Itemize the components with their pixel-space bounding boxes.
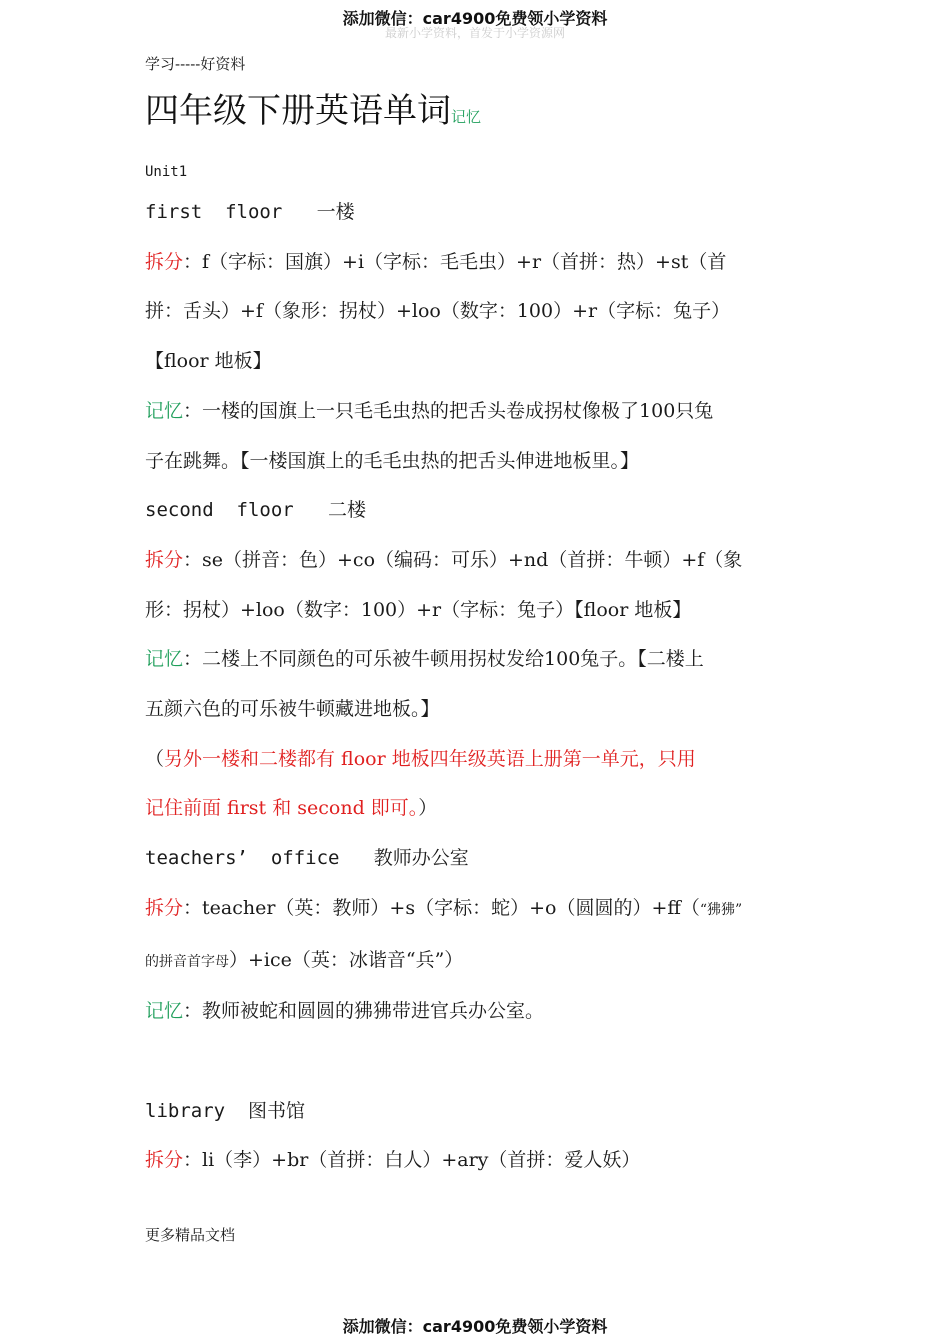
unit-label: Unit1 xyxy=(145,164,188,180)
split-small-text: 的拼音首字母 xyxy=(145,953,229,970)
entry-split-first-floor-cont2: 【floor 地板】 xyxy=(145,350,272,373)
note-line-1 xyxy=(145,735,815,785)
note-text-cont: 记住前面 first 和 second 即可。 xyxy=(145,797,419,820)
note-text: 另外一楼和二楼都有 floor 地板四年级英语上册第一单元，只用 xyxy=(164,747,696,770)
entry-word-teachers-office: teachers’ office 教师办公室 xyxy=(145,847,469,870)
footer-note: 更多精品文档 xyxy=(145,1226,236,1245)
entry-memory-second-floor xyxy=(145,635,815,685)
watermark-bottom: 添加微信：car4900免费领小学资料 xyxy=(342,1317,608,1336)
entry-memory-teachers-office xyxy=(145,987,815,1037)
entry-split-second-floor xyxy=(145,536,815,586)
spacer xyxy=(145,1037,815,1087)
memory-label: 记忆 xyxy=(145,1000,184,1023)
split-text: ：f（字标：国旗）+i（字标：毛毛虫）+r（首拼：热）+st（首 xyxy=(183,250,727,273)
entry-memory-second-floor-cont: 五颜六色的可乐被牛顿藏进地板。】 xyxy=(145,698,440,721)
entry-split-first-floor-cont: 拼：舌头）+f（象形：拐杖）+loo（数字：100）+r（字标：兔子） xyxy=(145,300,731,323)
title-main: 四年级下册英语单词 xyxy=(145,91,451,131)
document-page xyxy=(145,52,815,1245)
memory-text: ：教师被蛇和圆圆的狒狒带进官兵办公室。 xyxy=(183,1000,545,1023)
watermark-faint: 最新小学资料，首发于小学资源网 xyxy=(384,26,565,40)
entry-split-teachers-office xyxy=(145,884,815,936)
split-label: 拆分 xyxy=(145,1149,184,1172)
split-small-text: “狒狒” xyxy=(699,901,743,918)
split-text: ：teacher（英：教师）+s（字标：蛇）+o（圆圆的）+ff（ xyxy=(183,896,700,919)
split-label: 拆分 xyxy=(145,896,184,919)
note-open-paren: （ xyxy=(145,747,165,770)
title-sup: 记忆 xyxy=(451,108,482,126)
memory-text: ：一楼的国旗上一只毛毛虫热的把舌头卷成拐杖像极了100只兔 xyxy=(183,399,714,422)
split-text: ）+ice（英：冰谐音“兵”） xyxy=(229,948,464,971)
entry-split-first-floor xyxy=(145,238,815,288)
entry-memory-first-floor-cont: 子在跳舞。【一楼国旗上的毛毛虫热的把舌头伸进地板里。】 xyxy=(145,449,640,472)
split-label: 拆分 xyxy=(145,548,184,571)
entry-split-teachers-office-cont xyxy=(145,936,815,988)
split-text: ：li（李）+br（首拼：白人）+ary（首拼：爱人妖） xyxy=(183,1149,641,1172)
entry-word-second-floor: second floor 二楼 xyxy=(145,499,367,522)
header-note: 学习-----好资料 xyxy=(145,55,246,73)
split-text: ：se（拼音：色）+co（编码：可乐）+nd（首拼：牛顿）+f（象 xyxy=(183,548,743,571)
watermark-top: 添加微信：car4900免费领小学资料 xyxy=(342,9,608,28)
note-close-paren: ） xyxy=(418,797,438,820)
memory-label: 记忆 xyxy=(145,648,184,671)
page-title xyxy=(145,86,815,142)
memory-text: ：二楼上不同颜色的可乐被牛顿用拐杖发给100兔子。【二楼上 xyxy=(183,648,704,671)
entry-word-first-floor: first floor 一楼 xyxy=(145,201,355,223)
entry-word-library: library 图书馆 xyxy=(145,1099,305,1122)
entry-split-library xyxy=(145,1136,815,1186)
entry-memory-first-floor xyxy=(145,387,815,437)
entry-split-second-floor-cont: 形：拐杖）+loo（数字：100）+r（字标：兔子）【floor 地板】 xyxy=(145,598,692,621)
memory-label: 记忆 xyxy=(145,399,184,422)
note-line-2 xyxy=(145,784,815,834)
split-label: 拆分 xyxy=(145,250,184,273)
